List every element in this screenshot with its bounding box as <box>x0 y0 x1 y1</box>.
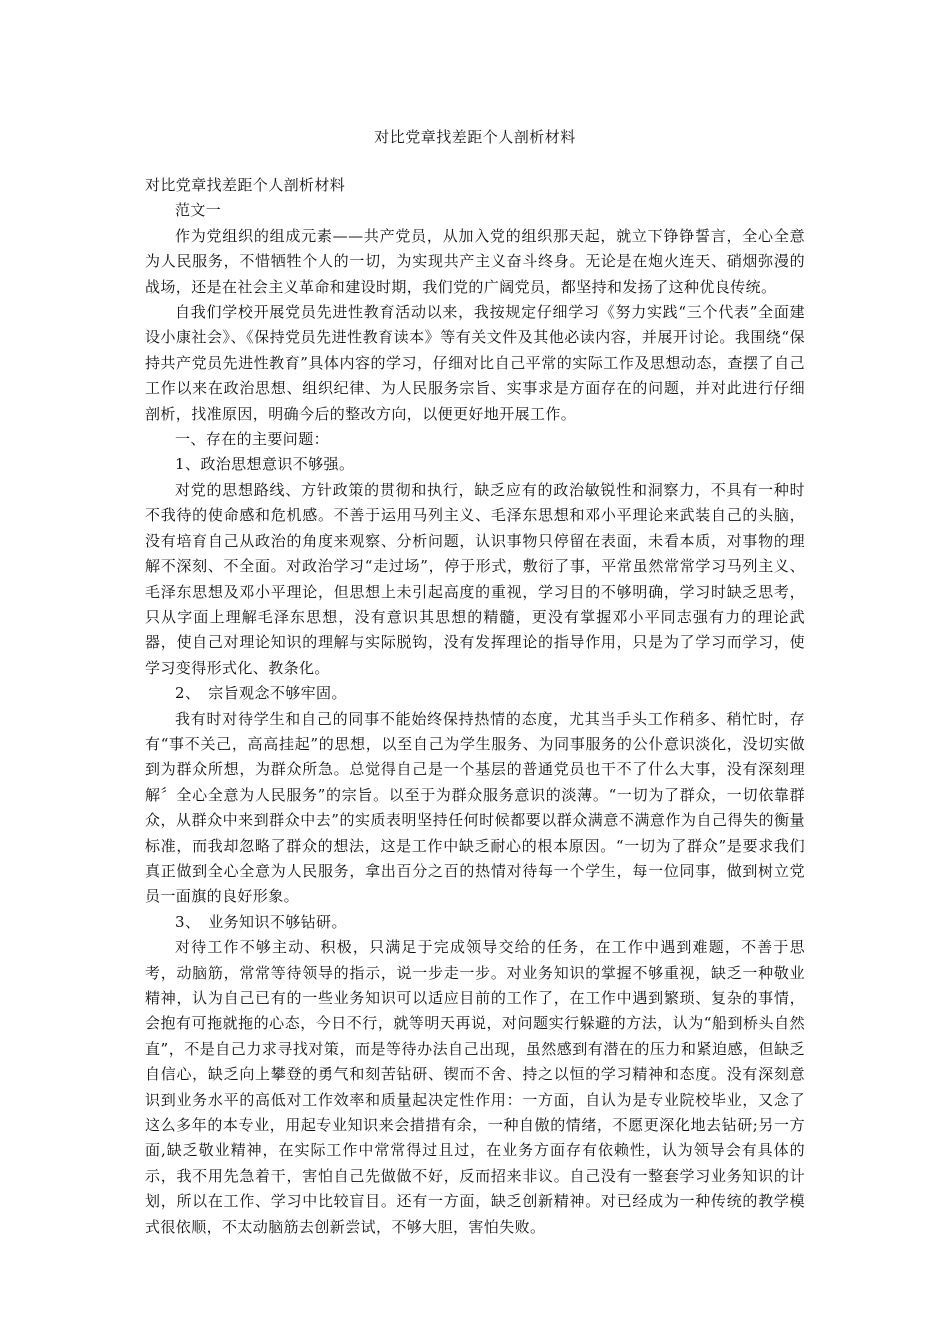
item-heading: 3、 业务知识不够钻研。 <box>175 912 347 931</box>
item-body: 对党的思想路线、方针政策的贯彻和执行，缺乏应有的政治敏锐性和洞察力，不具有一种时不我待的使命感和危机感。不善于运用马列主义、毛泽东思想和邓小平理论来武装自己的头脑，没有培育自己从政治的角度来观察、分析问题，认识事物只停留在表面，未看本质，对事物的理解不深刻、不全面。对政治学习“走过场”，停于形式，敷衍了事，平常虽然常常学习马列主义、毛泽东思想及邓小平理论，但思想上未引起高度的重视，学习目的不够明确，学习时缺乏思考，只从字面上理解毛泽东思想，没有意识其思想的精髓，更没有掌握邓小平同志强有力的理论武器，使自己对理论知识的理解与实际脱钩，没有发挥理论的指导作用，只是为了学习而学习，使学习变得形式化、教条化。 <box>145 480 805 677</box>
document-body <box>145 173 805 1240</box>
item-body: 我有时对待学生和自己的同事不能始终保持热情的态度，尤其当手头工作稍多、稍忙时，存有“事不关己，高高挂起”的思想，以至自己为学生服务、为同事服务的公仆意识淡化，没切实做到为群众所想，为群众所急。总觉得自己是一个基层的普通党员也干不了什么大事，没有深刻理解〞全心全意为人民服务”的宗旨。以至于为群众服务意识的淡薄。“一切为了群众，一切依靠群众，从群众中来到群众中去”的实质表明坚持任何时候都要以群众满意不满意作为自己得失的衡量标准，而我却忽略了群众的想法，这是工作中缺乏耐心的根本原因。“一切为了群众”是要求我们真正做到全心全意为人民服务，拿出百分之百的热情对待每一个学生，每一位同事，做到树立党员一面旗的良好形象。 <box>145 709 805 906</box>
section-heading: 一、存在的主要问题： <box>175 430 330 449</box>
item-heading: 2、 宗旨观念不够牢固。 <box>175 684 347 703</box>
document-subheading: 范文一 <box>175 201 222 220</box>
document-heading: 对比党章找差距个人剖析材料 <box>145 176 346 194</box>
page-title: 对比党章找差距个人剖析材料 <box>374 128 576 146</box>
item-heading: 1、政治思想意识不够强。 <box>175 455 355 474</box>
item-body: 对待工作不够主动、积极，只满足于完成领导交给的任务，在工作中遇到难题，不善于思考，动脑筋，常常等待领导的指示，说一步走一步。对业务知识的掌握不够重视，缺乏一种敬业精神，认为自己已有的一些业务知识可以适应目前的工作了，在工作中遇到繁琐、复杂的事情，会抱有可拖就拖的心态，今日不行，就等明天再说，对问题实行躲避的方法，认为“船到桥头自然直”，不是自己力求寻找对策，而是等待办法自己出现，虽然感到有潜在的压力和紧迫感，但缺乏自信心，缺乏向上攀登的勇气和刻苦钻研、锲而不舍、持之以恒的学习精神和态度。没有深刻意识到业务水平的高低对工作效率和质量起决定性作用：一方面，自认为是专业院校毕业，又念了这么多年的本专业，用起专业知识来会措措有余，一种自傲的情绪，不愿更深化地去钻研;另一方面,缺乏敬业精神，在实际工作中常常得过且过，在业务方面存有依赖性，认为领导会有具体的示，我不用先急着干，害怕自己先做做不好，反而招来非议。自己没有一整套学习业务知识的计划，所以在工作、学习中比较盲目。还有一方面，缺乏创新精神。对已经成为一种传统的教学模式很依顺，不太动脑筋去创新尝试，不够大胆，害怕失败。 <box>145 938 805 1236</box>
paragraph: 自我们学校开展党员先进性教育活动以来，我按规定仔细学习《努力实践“三个代表”全面建设小康社会》、《保持党员先进性教育读本》等有关文件及其他必读内容，并展开讨论。我围绕“保持共产党员先进性教育”具体内容的学习，仔细对比自己平常的实际工作及思想动态，查摆了自己工作以来在政治思想、组织纪律、为人民服务宗旨、实事求是方面存在的问题，并对此进行仔细剖析，找准原因，明确今后的整改方向，以便更好地开展工作。 <box>145 303 805 423</box>
paragraph: 作为党组织的组成元素——共产党员，从加入党的组织那天起，就立下铮铮誓言，全心全意为人民服务，不惜牺牲个人的一切，为实现共产主义奋斗终身。无论是在炮火连天、硝烟弥漫的战场，还是在社会主义革命和建设时期，我们党的广阔党员，都坚持和发扬了这种优良传统。 <box>145 226 805 296</box>
